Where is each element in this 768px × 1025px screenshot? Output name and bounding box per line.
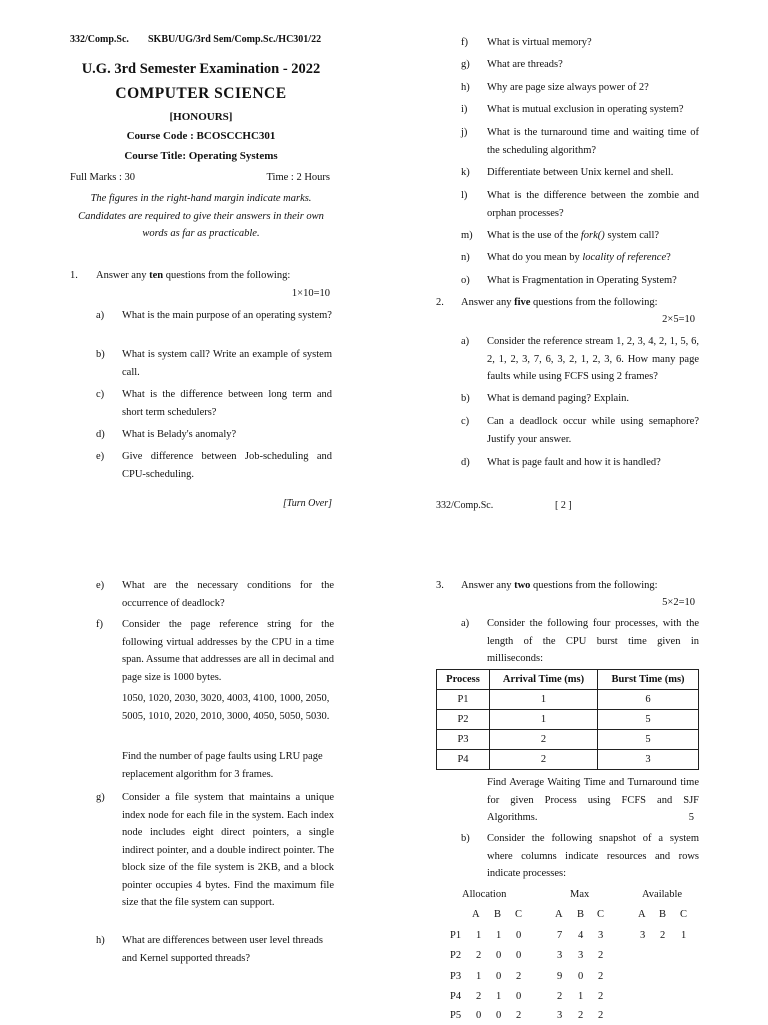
table-cell: 2 — [490, 750, 598, 770]
item-text: Give difference between Job-scheduling and CPU-scheduling. — [122, 451, 332, 480]
item-text: What is mutual exclusion in operating system? — [487, 104, 684, 115]
alloc-value: 2 — [516, 971, 522, 982]
item-text: What is system call? Write an example of system call. — [122, 349, 332, 378]
max-value: 2 — [598, 971, 604, 982]
q3a-find-text: Find Average Waiting Time and Turnaround time for given Process using FCFS and SJF Algorithms. — [487, 777, 699, 823]
table-header: Burst Time (ms) — [598, 670, 699, 690]
col-label: B — [577, 909, 585, 920]
turn-over: [Turn Over] — [282, 498, 332, 509]
alloc-value: 1 — [476, 930, 482, 941]
max-value: 3 — [557, 950, 563, 961]
col-label: C — [515, 909, 523, 920]
address-sequence: 1050, 1020, 2030, 3020, 4003, 4100, 1000, 2050, 5005, 1010, 2020, 2010, 3000, 4050, 5050, 5030. — [122, 693, 330, 722]
exam-time: Time : 2 Hours — [266, 172, 330, 183]
exam-title: U.G. 3rd Semester Examination - 2022 — [81, 61, 321, 77]
max-value: 9 — [557, 971, 563, 982]
avail-value: 3 — [640, 930, 646, 941]
item-text: What are differences between user level threads and Kernel supported threads? — [122, 935, 323, 964]
max-value: 2 — [598, 950, 604, 961]
col-label: A — [472, 909, 480, 920]
item-text: Consider the following snapshot of a system where columns indicate resources and rows indicate processes: — [487, 833, 699, 879]
alloc-value: 1 — [496, 930, 502, 941]
table-cell: P1 — [437, 690, 490, 710]
item-text: What is the difference between long term and short term schedulers? — [122, 389, 332, 418]
max-value: 2 — [557, 991, 563, 1002]
item-text: What is demand paging? Explain. — [487, 393, 630, 404]
table-cell: 1 — [490, 690, 598, 710]
item-text: Consider a file system that maintains a unique index node for each file in the system. Each index node includes eight direct pointers, a single indirect pointer, and a double indirect pointer. The block size of the file system is 2KB, and a block pointer occupies 4 bytes. Find the maximum file size that the file system can support. — [122, 792, 334, 908]
table-row — [437, 750, 699, 770]
snapshot-header-available: Available — [642, 889, 683, 900]
item-label: a) — [461, 336, 470, 347]
alloc-value: 1 — [476, 971, 482, 982]
alloc-value: 2 — [476, 950, 482, 961]
process-id: P3 — [450, 971, 462, 982]
item-text: What is the difference between the zombie and orphan processes? — [487, 190, 699, 219]
item-text: What is the main purpose of an operating system? — [122, 310, 332, 321]
q3-number: 3. — [436, 580, 444, 591]
item-label: j) — [461, 127, 468, 138]
max-value: 2 — [598, 991, 604, 1002]
item-label: b) — [461, 833, 470, 844]
col-label: C — [597, 909, 605, 920]
course-code: Course Code : BCOSCCHC301 — [126, 130, 276, 142]
item-label: d) — [461, 457, 470, 468]
q3a-marks: 5 — [688, 812, 694, 823]
item-label: h) — [96, 935, 105, 946]
item-label: a) — [96, 310, 105, 321]
max-value: 4 — [578, 930, 584, 941]
q3-marks: 5×2=10 — [662, 597, 695, 608]
process-id: P1 — [450, 930, 462, 941]
item-text: What are the necessary conditions for the occurrence of deadlock? — [122, 580, 334, 609]
process-id: P2 — [450, 950, 462, 961]
alloc-value: 0 — [516, 930, 522, 941]
table-cell: 6 — [598, 690, 699, 710]
full-marks: Full Marks : 30 — [70, 172, 136, 183]
alloc-value: 2 — [476, 991, 482, 1002]
max-value: 2 — [578, 1010, 584, 1021]
item-text: What do you mean by locality of reference? — [487, 252, 671, 263]
table-cell: 5 — [598, 710, 699, 730]
item-text: Why are page size always power of 2? — [487, 82, 649, 93]
item-text: What is Fragmentation in Operating System? — [487, 275, 677, 286]
item-label: n) — [461, 252, 470, 263]
table-cell: P3 — [437, 730, 490, 750]
item-label: g) — [461, 59, 470, 70]
item-label: a) — [461, 618, 470, 629]
col-label: A — [638, 909, 646, 920]
item-label: f) — [96, 619, 103, 630]
item-label: e) — [96, 580, 105, 591]
table-cell: P4 — [437, 750, 490, 770]
item-text: Consider the page reference string for the following virtual addresses by the CPU in a time span. Assume that addresses are all in decimal and page size is 1000 bytes. — [122, 619, 334, 683]
instructions: The figures in the right-hand margin indicate marks. Candidates are required to give their answers in their own words as far as practicable. — [78, 193, 324, 239]
alloc-value: 2 — [516, 1010, 522, 1021]
item-label: c) — [96, 389, 105, 400]
item-label: m) — [461, 230, 473, 241]
q1-marks: 1×10=10 — [291, 288, 330, 299]
table-row — [437, 730, 699, 750]
q2-marks: 2×5=10 — [662, 314, 695, 325]
q2-number: 2. — [436, 297, 444, 308]
item-text: What is Belady's anomaly? — [122, 429, 237, 440]
process-table — [436, 669, 699, 770]
item-label: k) — [461, 167, 470, 178]
table-header-row — [437, 670, 699, 690]
q1-number: 1. — [70, 270, 78, 281]
table-cell: 5 — [598, 730, 699, 750]
item-find-text: Find the number of page faults using LRU page replacement algorithm for 3 frames. — [122, 751, 323, 780]
item-text: What are threads? — [487, 59, 563, 70]
table-cell: 2 — [490, 730, 598, 750]
col-label: B — [494, 909, 502, 920]
table-cell: 3 — [598, 750, 699, 770]
item-label: h) — [461, 82, 470, 93]
avail-value: 2 — [660, 930, 666, 941]
item-text: What is the use of the fork() system call? — [487, 230, 660, 241]
page-number: [ 2 ] — [555, 500, 572, 511]
col-label: B — [659, 909, 667, 920]
course-title: Course Title: Operating Systems — [124, 150, 278, 162]
subject-title: COMPUTER SCIENCE — [115, 85, 287, 102]
header-code: 332/Comp.Sc. — [70, 34, 129, 45]
alloc-value: 0 — [496, 950, 502, 961]
item-label: l) — [461, 190, 468, 201]
item-text: Can a deadlock occur while using semaphore? Justify your answer. — [487, 416, 699, 445]
alloc-value: 1 — [496, 991, 502, 1002]
item-label: i) — [461, 104, 468, 115]
item-label: d) — [96, 429, 105, 440]
max-value: 0 — [578, 971, 584, 982]
alloc-value: 0 — [496, 1010, 502, 1021]
snapshot-header-max: Max — [570, 889, 590, 900]
table-row — [437, 690, 699, 710]
item-label: b) — [96, 349, 105, 360]
item-label: f) — [461, 37, 468, 48]
table-cell: 1 — [490, 710, 598, 730]
process-id: P4 — [450, 991, 462, 1002]
table-header: Arrival Time (ms) — [490, 670, 598, 690]
item-label: b) — [461, 393, 470, 404]
alloc-value: 0 — [476, 1010, 482, 1021]
q3-instruction: Answer any two questions from the following: — [461, 580, 658, 591]
snapshot-header-allocation: Allocation — [462, 889, 507, 900]
max-value: 7 — [557, 930, 563, 941]
item-text: What is virtual memory? — [487, 37, 592, 48]
max-value: 3 — [598, 930, 604, 941]
q2-instruction: Answer any five questions from the following: — [461, 297, 658, 308]
table-cell: P2 — [437, 710, 490, 730]
avail-value: 1 — [681, 930, 687, 941]
header-ref: SKBU/UG/3rd Sem/Comp.Sc./HC301/22 — [148, 34, 322, 45]
item-text: Differentiate between Unix kernel and shell. — [487, 167, 674, 178]
item-text: What is page fault and how it is handled? — [487, 457, 661, 468]
col-label: A — [555, 909, 563, 920]
max-value: 3 — [578, 950, 584, 961]
honours-label: [HONOURS] — [169, 111, 233, 123]
q1-instruction: Answer any ten questions from the following: — [96, 270, 291, 281]
alloc-value: 0 — [496, 971, 502, 982]
max-value: 3 — [557, 1010, 563, 1021]
item-text: Consider the following four processes, with the length of the CPU burst time given in milliseconds: — [487, 618, 699, 664]
footer-code: 332/Comp.Sc. — [436, 500, 494, 511]
item-label: c) — [461, 416, 470, 427]
alloc-value: 0 — [516, 991, 522, 1002]
item-label: e) — [96, 451, 105, 462]
col-label: C — [680, 909, 688, 920]
item-label: g) — [96, 792, 105, 803]
max-value: 2 — [598, 1010, 604, 1021]
item-label: o) — [461, 275, 470, 286]
table-header: Process — [437, 670, 490, 690]
alloc-value: 0 — [516, 950, 522, 961]
table-row — [437, 710, 699, 730]
max-value: 1 — [578, 991, 584, 1002]
process-id: P5 — [450, 1010, 462, 1021]
item-text: Consider the reference stream 1, 2, 3, 4, 2, 1, 5, 6, 2, 1, 2, 3, 7, 6, 3, 2, 1, 2, 3, 6. How many page faults while using FCFS using 2 frames? — [487, 336, 699, 382]
item-text: What is the turnaround time and waiting time of the scheduling algorithm? — [487, 127, 699, 156]
